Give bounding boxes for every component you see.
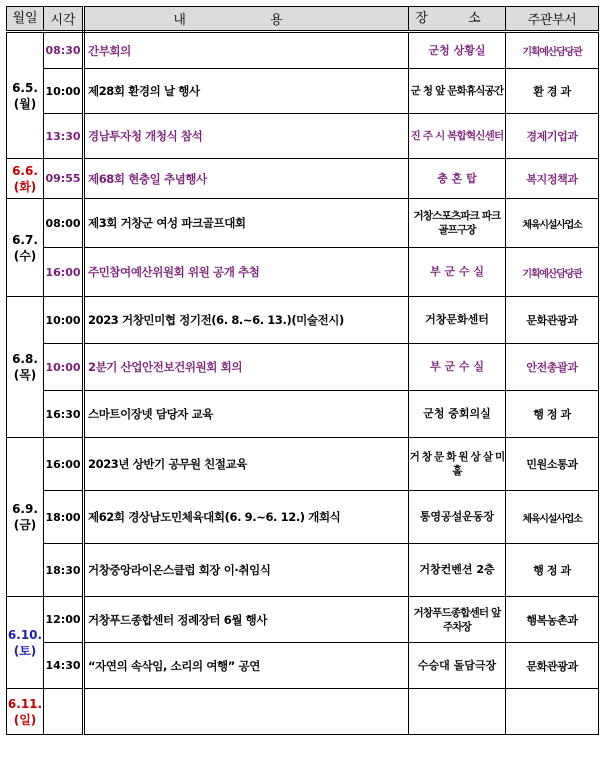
event-org: 문화관광과	[506, 297, 599, 344]
event-org: 행복농촌과	[506, 597, 599, 643]
event-time: 08:00	[44, 199, 84, 248]
event-time	[44, 689, 84, 735]
event-title: 스마트이장넷 담당자 교육	[84, 391, 409, 438]
event-title: 2023년 상반기 공무원 친절교육	[84, 438, 409, 491]
event-title: “자연의 속삭임, 소리의 여행” 공연	[84, 643, 409, 689]
event-place: 진 주 시 복합혁신센터	[409, 114, 506, 159]
header-row	[7, 7, 599, 32]
day-cell	[7, 597, 44, 689]
day-of-week: (토)	[13, 643, 37, 658]
event-place: 수승대 돌담극장	[409, 643, 506, 689]
event-time: 14:30	[44, 643, 84, 689]
event-org: 행 정 과	[506, 391, 599, 438]
event-time: 16:00	[44, 438, 84, 491]
header-place: 장 소	[409, 7, 506, 32]
event-title: 제68회 현충일 추념행사	[84, 159, 409, 199]
event-place: 군 청 앞 문화휴식공간	[409, 69, 506, 114]
event-org: 체육시설사업소	[506, 199, 599, 248]
day-date: 6.9.	[12, 502, 38, 516]
event-row	[7, 32, 599, 69]
event-org: 경제기업과	[506, 114, 599, 159]
day-date: 6.10.	[7, 627, 43, 642]
event-place: 거 창 문 화 원 상 살 미 홀	[409, 438, 506, 491]
event-place: 군청 중회의실	[409, 391, 506, 438]
day-cell	[7, 199, 44, 297]
header-day: 월일	[7, 7, 44, 32]
day-cell	[7, 159, 44, 199]
event-title	[84, 689, 409, 735]
header-content: 내 용	[84, 7, 409, 32]
schedule-table	[6, 6, 599, 735]
event-row	[7, 159, 599, 199]
event-title: 제62회 경상남도민체육대회(6. 9.~6. 12.) 개회식	[84, 491, 409, 544]
day-date: 6.7.	[12, 232, 38, 247]
day-of-week: (수)	[13, 248, 37, 263]
day-of-week: (금)	[13, 518, 37, 532]
day-cell	[7, 438, 44, 597]
day-cell	[7, 689, 44, 735]
event-title: 제28회 환경의 날 행사	[84, 69, 409, 114]
event-row	[7, 297, 599, 344]
event-row	[7, 689, 599, 735]
event-row	[7, 491, 599, 544]
event-row	[7, 438, 599, 491]
event-org: 안전총괄과	[506, 344, 599, 391]
day-of-week: (목)	[13, 368, 37, 382]
event-row	[7, 544, 599, 597]
day-date: 6.6.	[12, 163, 38, 178]
event-title: 경남투자청 개청식 참석	[84, 114, 409, 159]
day-date: 6.11.	[7, 696, 43, 711]
event-title: 2분기 산업안전보건위원회 회의	[84, 344, 409, 391]
event-org: 기획예산담당관	[506, 32, 599, 69]
event-row	[7, 391, 599, 438]
day-date: 6.5.	[12, 80, 38, 95]
event-time: 18:00	[44, 491, 84, 544]
event-time: 10:00	[44, 344, 84, 391]
event-place: 거창문화센터	[409, 297, 506, 344]
event-time: 16:30	[44, 391, 84, 438]
event-time: 13:30	[44, 114, 84, 159]
event-org: 환 경 과	[506, 69, 599, 114]
event-title: 제3회 거창군 여성 파크골프대회	[84, 199, 409, 248]
event-place	[409, 689, 506, 735]
day-of-week: (월)	[13, 96, 37, 111]
event-place: 부 군 수 실	[409, 248, 506, 297]
event-time: 08:30	[44, 32, 84, 69]
event-title: 거창중앙라이온스클럽 회장 이·취임식	[84, 544, 409, 597]
day-of-week: (일)	[13, 712, 37, 727]
event-row	[7, 199, 599, 248]
header-org: 주관부서	[506, 7, 599, 32]
event-place: 거창푸드종합센터 앞 주차장	[409, 597, 506, 643]
event-title: 간부회의	[84, 32, 409, 69]
event-org: 체육시설사업소	[506, 491, 599, 544]
event-row	[7, 344, 599, 391]
event-row	[7, 643, 599, 689]
event-row	[7, 69, 599, 114]
event-title: 거창푸드종합센터 정례장터 6월 행사	[84, 597, 409, 643]
event-place: 거창컨벤션 2층	[409, 544, 506, 597]
event-time: 12:00	[44, 597, 84, 643]
event-org: 문화관광과	[506, 643, 599, 689]
schedule-body	[7, 32, 599, 735]
event-time: 09:55	[44, 159, 84, 199]
day-of-week: (화)	[13, 179, 37, 194]
event-org	[506, 689, 599, 735]
event-row	[7, 597, 599, 643]
event-time: 10:00	[44, 69, 84, 114]
event-place: 거창스포츠파크 파크골프구장	[409, 199, 506, 248]
day-cell	[7, 297, 44, 438]
event-org: 복지정책과	[506, 159, 599, 199]
event-row	[7, 114, 599, 159]
event-place: 통영공설운동장	[409, 491, 506, 544]
event-time: 18:30	[44, 544, 84, 597]
event-time: 16:00	[44, 248, 84, 297]
header-time: 시각	[44, 7, 84, 32]
event-place: 군청 상황실	[409, 32, 506, 69]
event-title: 2023 거창민미협 정기전(6. 8.~6. 13.)(미술전시)	[84, 297, 409, 344]
day-cell	[7, 32, 44, 159]
event-org: 민원소통과	[506, 438, 599, 491]
event-org: 기획예산담당관	[506, 248, 599, 297]
event-time: 10:00	[44, 297, 84, 344]
event-title: 주민참여예산위원회 위원 공개 추첨	[84, 248, 409, 297]
event-row	[7, 248, 599, 297]
event-place: 충 혼 탑	[409, 159, 506, 199]
event-place: 부 군 수 실	[409, 344, 506, 391]
event-org: 행 정 과	[506, 544, 599, 597]
day-date: 6.8.	[12, 352, 38, 366]
